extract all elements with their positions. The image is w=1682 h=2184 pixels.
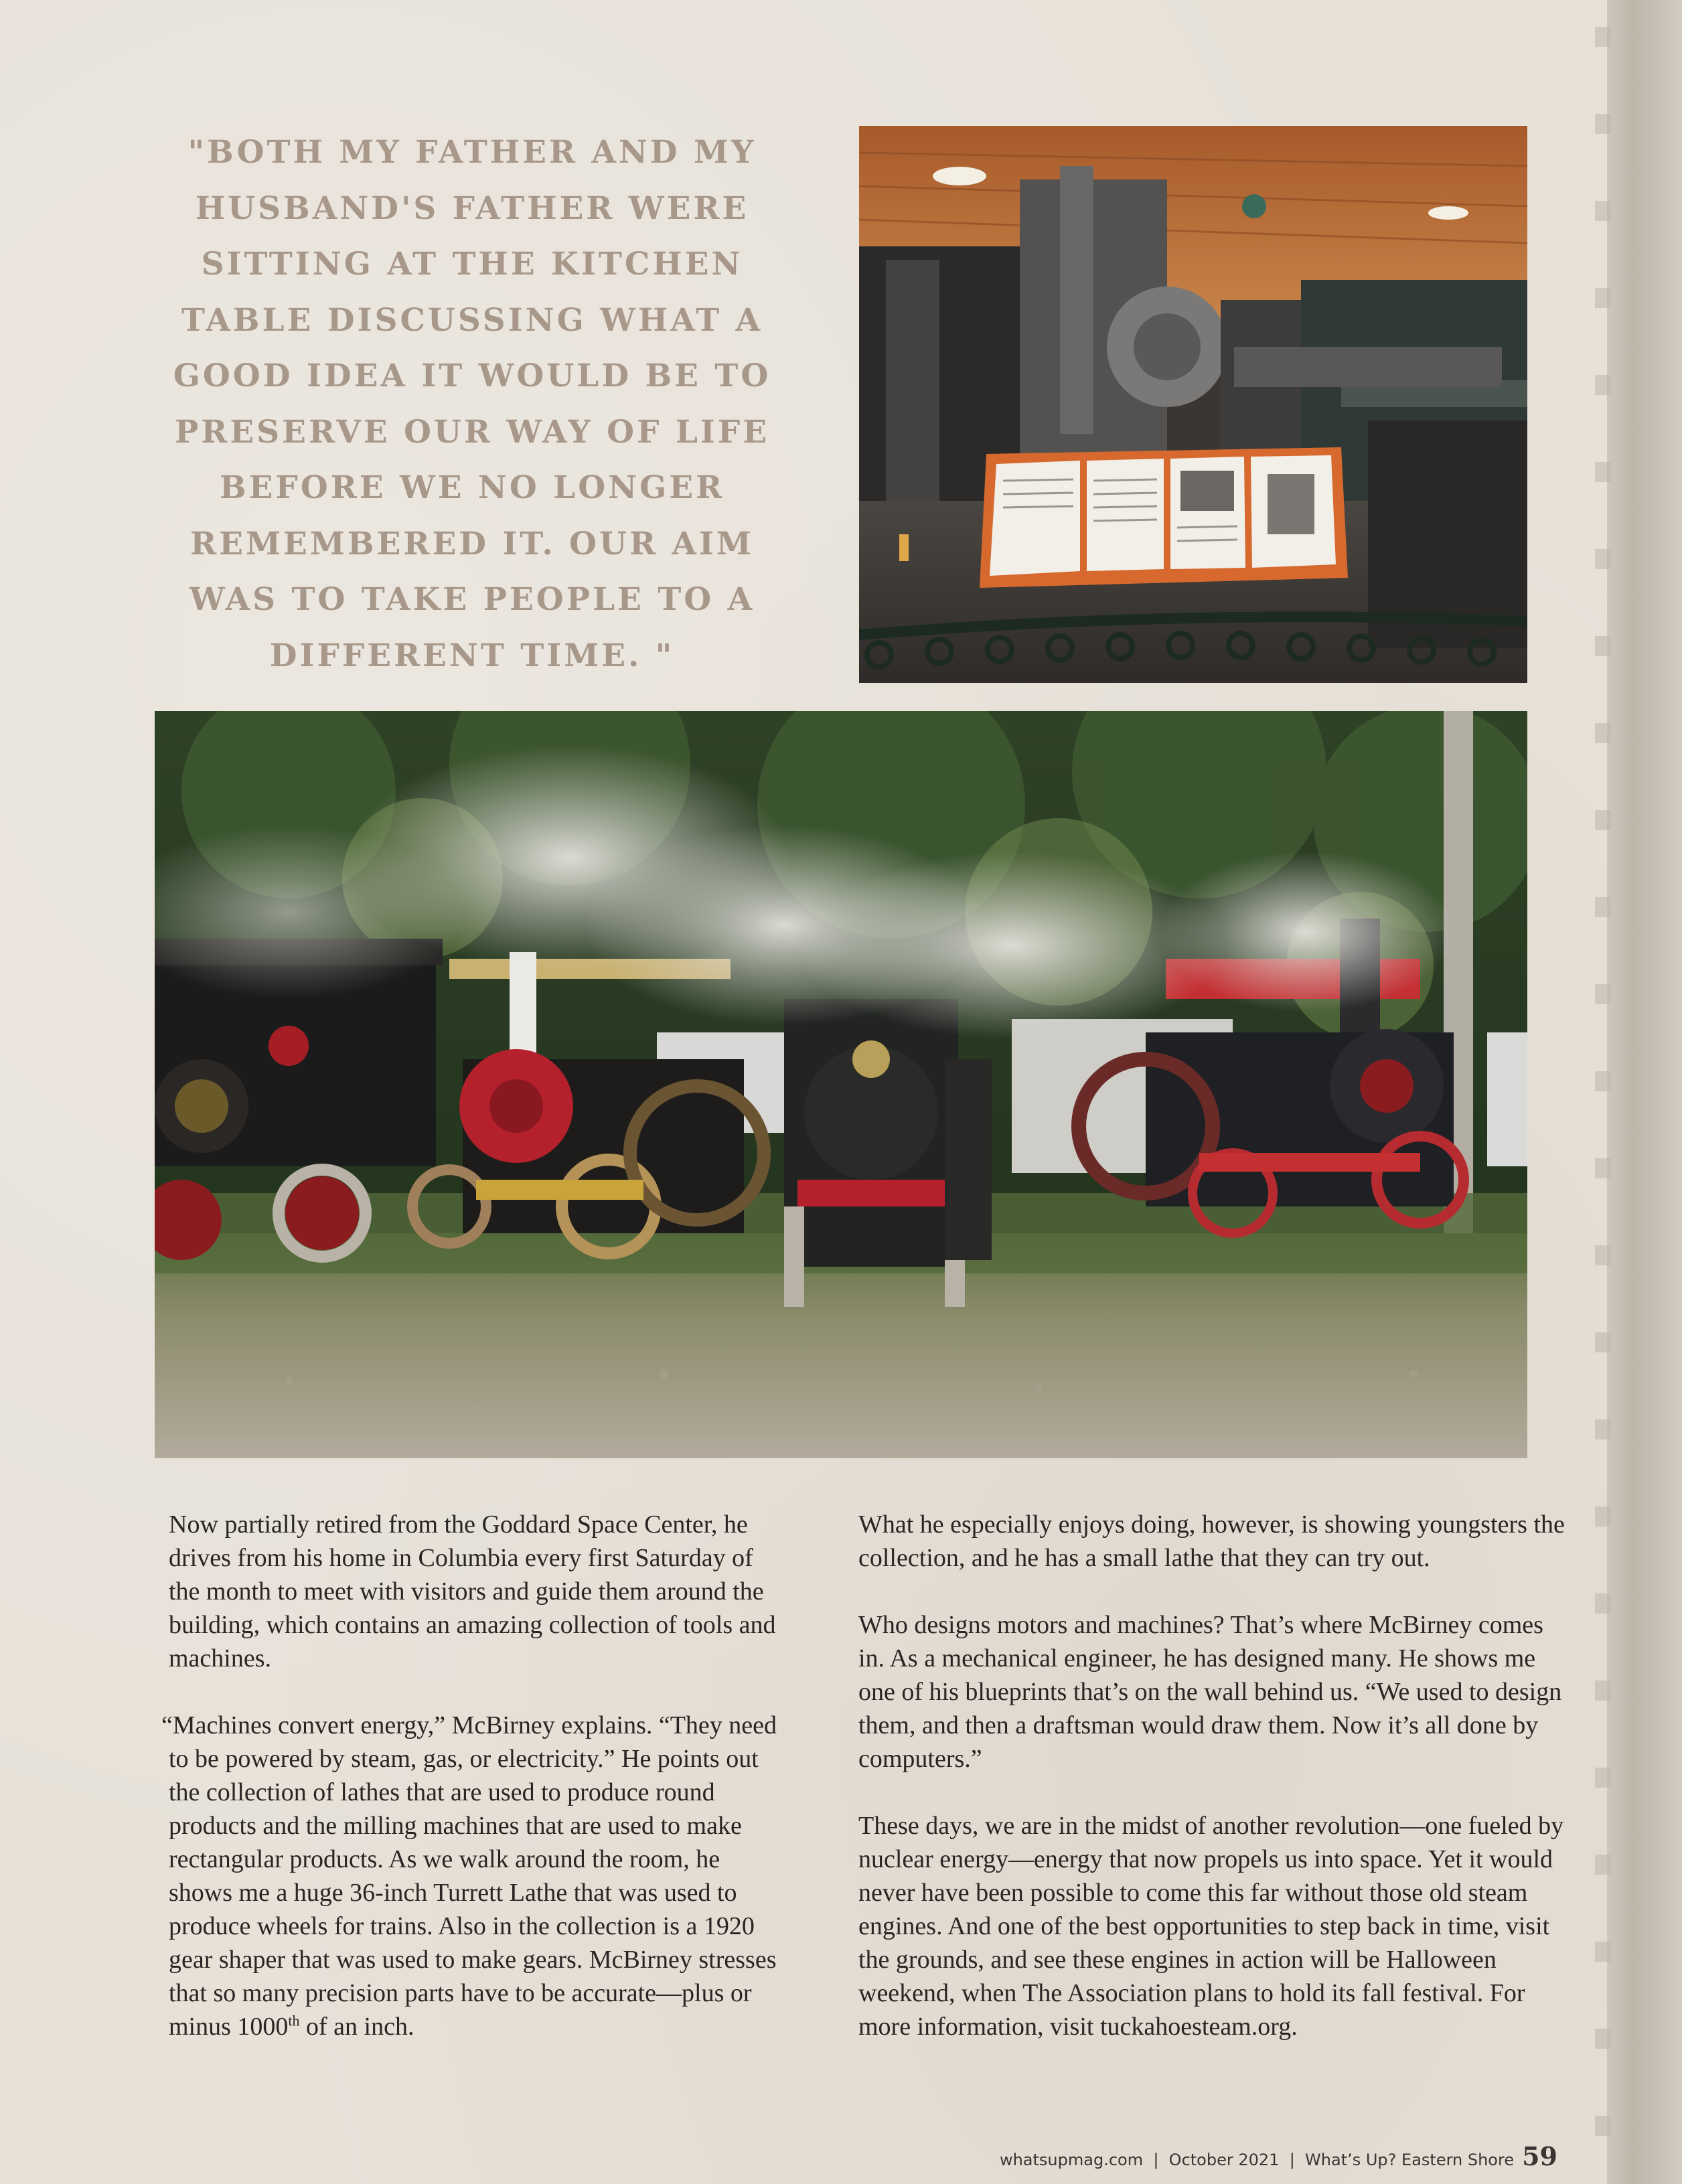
footer-publication-info: whatsupmag.com | October 2021 | What’s Up? Eastern Shore xyxy=(999,2151,1515,2169)
page-footer xyxy=(1000,2141,1557,2171)
paragraph: Who designs motors and machines? That’s where McBirney comes in. As a mechanical engineer, he has designed many. He shows me one of his blueprints that’s on the wall behind us. “We used to design them, and then a draftsman would draw them. Now it’s all done by computers.” xyxy=(858,1611,1562,1773)
paragraph: Now partially retired from the Goddard Space Center, he drives from his home in Columbia every first Saturday of the month to meet with visitors and guide them around the building, which contains an amazing collection of tools and machines. xyxy=(169,1510,776,1672)
paragraph-text-end: of an inch. xyxy=(299,2013,414,2041)
torn-paper-edge xyxy=(1607,0,1682,2184)
ordinal-superscript: th xyxy=(288,2012,300,2029)
paragraph xyxy=(161,1709,785,2043)
steam-engines-photo xyxy=(155,711,1527,1458)
museum-interior-photo xyxy=(859,126,1527,683)
page-number: 59 xyxy=(1522,2141,1557,2171)
article-column-left xyxy=(161,1508,785,2077)
article-column-right xyxy=(858,1508,1568,2077)
paragraph-text: “Machines convert energy,” McBirney explains. “They need to be powered by steam, gas, or electricity.” He points out the collection of lathes that are used to produce round products and the milling machines that are used to make rectangular products. As we walk around the room, he shows me a huge 36-inch Turrett Lathe that was used to produce wheels for trains. Also in the collection is a 1920 gear shaper that was used to make gears. McBirney stresses that so many precision parts have to be accurate—plus or minus 1000 xyxy=(161,1711,777,2041)
museum-interior-illustration xyxy=(859,126,1527,683)
paragraph: These days, we are in the midst of another revolution—one fueled by nuclear energy—energy that now propels us into space. Yet it would never have been possible to come this far without those old steam engines. And one of the best opportunities to step back in time, visit the grounds, and see these engines in action will be Halloween weekend, when The Association plans to hold its fall festival. For more information, visit tuckahoesteam.org. xyxy=(858,1812,1564,2041)
paragraph: What he especially enjoys doing, however, is showing youngsters the collection, and he has a small lathe that they can try out. xyxy=(858,1510,1565,1572)
pull-quote: "BOTH MY FATHER AND MY HUSBAND'S FATHER WERE SITTING AT THE KITCHEN TABLE DISCUSSING WHAT A GOOD IDEA IT WOULD BE TO PRESERVE OUR WAY OF LIFE BEFORE WE NO LONGER REMEMBERED IT. OUR AIM WAS TO TAKE PEOPLE TO A DIFFERENT TIME. " xyxy=(173,134,771,674)
steam-engines-illustration xyxy=(155,711,1527,1458)
